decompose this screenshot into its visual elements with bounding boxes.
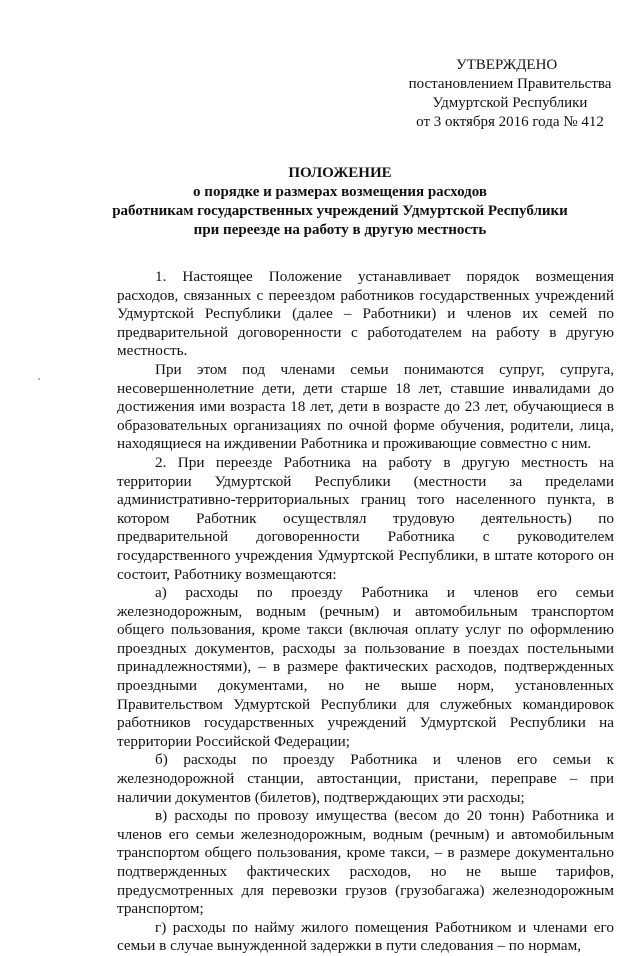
approval-line: постановлением Правительства <box>408 76 612 92</box>
paragraph: При этом под членами семьи понимаются супруг, супруга, несовершеннолетние дети, дети старше 18 лет, ставшие инвалидами до достижения ими возраста 18 лет, дети в возрасте до 23 лет, обучающиеся в образовательных организациях по очной форме обучения, родители, лица, находящиеся на иждивении Работника и проживающие совместно с ним. <box>117 360 614 453</box>
approval-stamp <box>400 56 620 132</box>
approval-line: Удмуртской Республики <box>432 95 588 111</box>
title-line: о порядке и размерах возмещения расходов <box>193 184 487 200</box>
paragraph: 2. При переезде Работника на работу в другую местность на территории Удмуртской Республики (местности за пределами административно-территориальных границ того населенного пункта, в котором Работник осуществлял трудовую деятельность) по предварительной договоренности Работника с руководителем государственного учреждения Удмуртской Республики, в штате которого он состоит, Работнику возмещаются: <box>117 453 614 583</box>
approval-heading: УТВЕРЖДЕНО <box>456 57 558 73</box>
approval-line: от 3 октября 2016 года № 412 <box>416 114 604 130</box>
title-line: ПОЛОЖЕНИЕ <box>288 165 392 181</box>
paragraph: г) расходы по найму жилого помещения Работником и членами его семьи в случае вынужденной задержки в пути следования – по нормам, <box>117 918 614 955</box>
paragraph: в) расходы по провозу имущества (весом до 20 тонн) Работника и членов его семьи железнодорожным, водным (речным) и автомобильным транспортом общего пользования, кроме такси, – в размере документально подтвержденных фактических расходов, но не выше тарифов, предусмотренных для перевозки грузов (грузобагажа) железнодорожным транспортом; <box>117 807 614 918</box>
paragraph: а) расходы по проезду Работника и членов его семьи железнодорожным, водным (речным) и автомобильным транспортом общего пользования, кроме такси (включая оплату услуг по оформлению проездных документов, расходы за пользование в поездах постельными принадлежностями), – в размере фактических расходов, подтвержденных проездными документами, но не выше норм, установленных Правительством Удмуртской Республики для служебных командировок работников государственных учреждений Удмуртской Республики на территории Российской Федерации; <box>117 584 614 750</box>
title-line: при переезде на работу в другую местность <box>193 222 487 238</box>
document-title <box>60 164 620 240</box>
scan-speck <box>38 378 40 380</box>
paragraph: 1. Настоящее Положение устанавливает порядок возмещения расходов, связанных с переездом работников государственных учреждений Удмуртской Республики (далее – Работники) и членов их семей по предварительной договоренности с работодателем на работу в другую местность. <box>117 268 614 360</box>
document-body <box>117 268 614 956</box>
title-line: работникам государственных учреждений Удмуртской Республики <box>112 203 568 219</box>
paragraph: б) расходы по проезду Работника и членов его семьи к железнодорожной станции, автостанции, пристани, переправе – при наличии документов (билетов), подтверждающих эти расходы; <box>117 751 614 806</box>
